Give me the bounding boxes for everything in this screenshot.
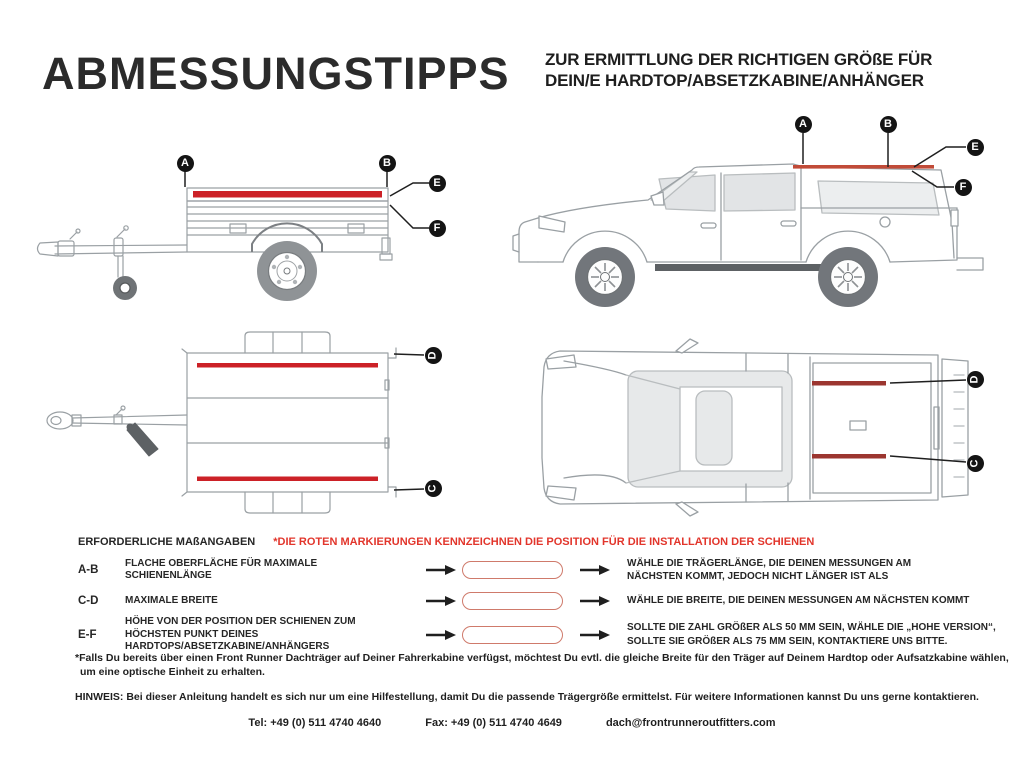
truck-side-view-diagram (505, 110, 1005, 310)
row-key: E-F (78, 628, 97, 641)
page-title: ABMESSUNGSTIPPS (42, 48, 510, 99)
measurement-row-cd (78, 587, 1008, 615)
rail-marker-trailer-top-c (197, 477, 378, 482)
badge-c-trailer-top: C (425, 480, 442, 497)
arrow-right-icon (563, 565, 627, 575)
rail-marker-truck-top-c (812, 454, 886, 459)
badge-f-truck-side: F (955, 179, 972, 196)
measurement-input-pill-ef[interactable] (462, 626, 563, 644)
arrow-right-icon (420, 565, 462, 575)
arrow-right-icon (563, 596, 627, 606)
row-label: HÖHE VON DER POSITION DER SCHIENEN ZUM HÖCHSTEN PUNKT DEINES HARDTOPS/ABSETZKABINE/ANHÄNGERS (125, 616, 356, 652)
badge-f-trailer-side: F (429, 220, 446, 237)
rail-marker-truck-side (793, 165, 934, 169)
trailer-wheel (257, 241, 317, 301)
rail-marker-truck-top-d (812, 381, 886, 386)
measurement-row-ef (78, 616, 1008, 652)
hinweis-note: HINWEIS: Bei dieser Anleitung handelt es sich nur um eine Hilfestellung, damit Du die passende Trägergröße ermittelst. Für weitere Informationen kannst Du uns gerne kontaktieren. (75, 691, 979, 703)
footnote-line-1: *Falls Du bereits über einen Front Runner Dachträger auf Deiner Fahrerkabine verfügst, möchtest Du evtl. die gleiche Breite für den Träger auf Deinem Hardtop oder Aufsatzkabine wählen, (75, 652, 1009, 664)
contact-email[interactable]: dach@frontrunneroutfitters.com (605, 717, 776, 729)
row-label: MAXIMALE BREITE (125, 594, 218, 606)
trailer-jockey-wheel (113, 276, 137, 300)
trailer-side-view-diagram (30, 140, 470, 315)
page-subtitle (545, 49, 932, 91)
row-result: WÄHLE DIE BREITE, DIE DEINEN MESSUNGEN AM NÄCHSTEN KOMMT (627, 595, 970, 607)
arrow-right-icon (563, 630, 627, 640)
footnote (75, 652, 1009, 679)
row-result: WÄHLE DIE TRÄGERLÄNGE, DIE DEINEN MESSUNGEN AM NÄCHSTEN KOMMT, JEDOCH NICHT LÄNGER IST ALS (627, 557, 912, 582)
badge-b-trailer-side: B (379, 155, 396, 172)
measurement-row-ab (78, 556, 1008, 584)
footnote-line-2: um eine optische Einheit zu erhalten. (80, 665, 265, 678)
measurements-heading-row (78, 536, 814, 548)
red-markers-note: *DIE ROTEN MARKIERUNGEN KENNZEICHNEN DIE POSITION FÜR DIE INSTALLATION DER SCHIENEN (273, 536, 815, 548)
badge-a-trailer-side: A (177, 155, 194, 172)
badge-e-trailer-side: E (429, 175, 446, 192)
badge-d-trailer-top: D (425, 347, 442, 364)
contact-row (0, 717, 1024, 729)
row-label: FLACHE OBERFLÄCHE FÜR MAXIMALE SCHIENENLÄNGE (125, 557, 318, 581)
row-result: SOLLTE DIE ZAHL GRÖßER ALS 50 MM SEIN, WÄHLE DIE „HOHE VERSION“, SOLLTE SIE GRÖßER ALS 75 MM SEIN, KONTAKTIERE UNS BITTE. (627, 622, 996, 647)
row-key: A-B (78, 564, 99, 576)
badge-b-truck-side: B (880, 116, 897, 133)
row-key: C-D (78, 595, 99, 607)
badge-a-truck-side: A (795, 116, 812, 133)
measurements-heading: ERFORDERLICHE MAßANGABEN (78, 536, 256, 548)
truck-top-view-diagram (530, 335, 1000, 525)
arrow-right-icon (420, 630, 462, 640)
contact-fax: Fax: +49 (0) 511 4740 4649 (425, 717, 562, 729)
badge-c-truck-top: C (967, 455, 984, 472)
badge-e-truck-side: E (967, 139, 984, 156)
trailer-jack-handle (127, 423, 159, 456)
badge-d-truck-top: D (967, 371, 984, 388)
rail-marker-trailer-top-d (197, 363, 378, 368)
subtitle-line-1: ZUR ERMITTLUNG DER RICHTIGEN GRÖßE FÜR (545, 50, 933, 69)
subtitle-line-2: DEIN/E HARDTOP/ABSETZKABINE/ANHÄNGER (545, 71, 924, 90)
measurement-input-pill-cd[interactable] (462, 592, 563, 610)
truck-rocker-panel (655, 264, 845, 271)
leader-lines (394, 354, 424, 490)
contact-tel: Tel: +49 (0) 511 4740 4640 (248, 717, 382, 729)
truck-front-wheel (575, 247, 635, 307)
trailer-top-view-diagram (30, 320, 470, 525)
truck-rear-wheel (818, 247, 878, 307)
measurement-input-pill-ab[interactable] (462, 561, 563, 579)
rail-marker-trailer-side (193, 191, 382, 198)
leader-lines (803, 133, 966, 187)
arrow-right-icon (420, 596, 462, 606)
